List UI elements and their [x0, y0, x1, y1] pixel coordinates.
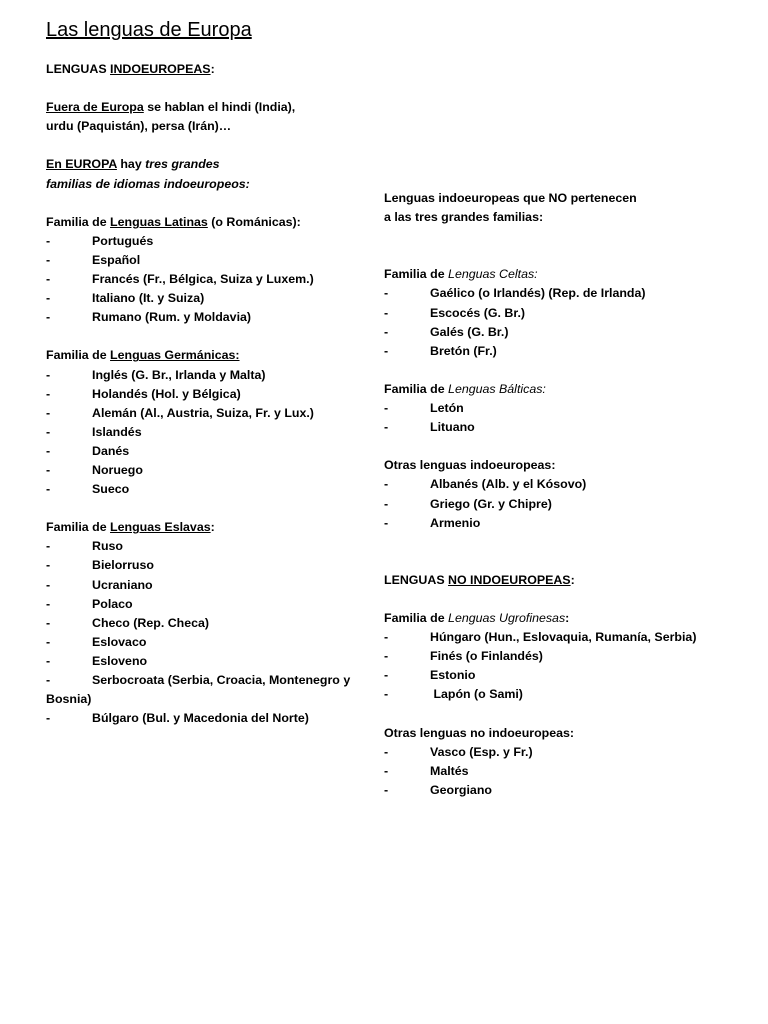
list-item: [384, 647, 754, 666]
list-item: [384, 304, 754, 323]
germanicas-heading: Familia de Lenguas Germánicas:: [46, 348, 240, 363]
list-item: [46, 251, 356, 270]
list-item-label: Italiano (It. y Suiza): [92, 291, 205, 306]
list-item: [384, 475, 754, 494]
celtas-list: [384, 284, 754, 360]
bullet-dash: -: [384, 324, 389, 339]
left-column: [46, 60, 356, 728]
list-item: [46, 576, 356, 595]
bullet-dash: -: [384, 763, 389, 778]
bullet-dash: -: [46, 233, 51, 248]
list-item: [384, 628, 754, 647]
otras-indoeuropeas-heading: Otras lenguas indoeuropeas:: [384, 458, 556, 473]
list-item-label: Bretón (Fr.): [430, 343, 497, 358]
list-item: [46, 442, 356, 461]
list-item-label: Noruego: [92, 462, 143, 477]
ugrofinesas-heading: Familia de Lenguas Ugrofinesas:: [384, 611, 570, 626]
list-item: [384, 342, 754, 361]
eslavas-list: [46, 537, 356, 671]
bullet-dash: -: [46, 653, 51, 668]
bullet-dash: -: [384, 305, 389, 320]
bullet-dash: -: [384, 420, 389, 435]
list-item: [46, 480, 356, 499]
list-item: [384, 399, 754, 418]
bullet-dash: -: [46, 424, 51, 439]
list-item-continuation: Bosnia): [46, 692, 92, 707]
list-item-label: Francés (Fr., Bélgica, Suiza y Luxem.): [92, 272, 314, 287]
bullet-dash: -: [46, 272, 51, 287]
bullet-dash: -: [46, 291, 51, 306]
bullet-dash: -: [46, 462, 51, 477]
list-item-label: Polaco: [92, 596, 133, 611]
bullet-dash: -: [384, 687, 389, 702]
list-item-label: Esloveno: [92, 653, 148, 668]
right-column: [384, 189, 754, 800]
non-family-intro: Lenguas indoeuropeas que NO pertenecen: [384, 191, 637, 205]
list-item-label: Bielorruso: [92, 558, 154, 573]
list-item: [46, 556, 356, 575]
otras-indoeuropeas-list: [384, 475, 754, 532]
list-item: [46, 366, 356, 385]
list-item-label: Griego (Gr. y Chipre): [430, 496, 552, 511]
list-item: [384, 418, 754, 437]
list-item-label: Español: [92, 252, 141, 267]
list-item: [384, 514, 754, 533]
list-item: [46, 633, 356, 652]
balticas-heading: Familia de Lenguas Bálticas:: [384, 381, 546, 396]
list-item: - Serbocroata (Serbia, Croacia, Montenegro y: [46, 673, 351, 687]
list-item-label: Galés (G. Br.): [430, 324, 509, 339]
page-title: Las lenguas de Europa: [46, 19, 252, 41]
bullet-dash: -: [384, 744, 389, 759]
bullet-dash: -: [384, 286, 389, 301]
list-item: [384, 781, 754, 800]
bullet-dash: -: [46, 539, 51, 554]
list-item-label: Lapón (o Sami): [430, 687, 523, 702]
bullet-dash: -: [384, 477, 389, 492]
list-item: [384, 495, 754, 514]
list-item: [46, 404, 356, 423]
list-item-label: Danés: [92, 443, 130, 458]
bullet-dash: -: [384, 782, 389, 797]
list-item-label: Letón: [430, 401, 464, 416]
bullet-dash: -: [384, 401, 389, 416]
bullet-dash: -: [46, 443, 51, 458]
bullet-dash: -: [46, 558, 51, 573]
list-item: [46, 270, 356, 289]
list-item-label: Ruso: [92, 539, 123, 554]
bullet-dash: -: [384, 496, 389, 511]
list-item: [46, 385, 356, 404]
no-indoeuropeas-heading: LENGUAS NO INDOEUROPEAS:: [384, 572, 575, 587]
bullet-dash: -: [384, 515, 389, 530]
bullet-dash: -: [46, 615, 51, 630]
list-item: [384, 666, 754, 685]
list-item: [46, 652, 356, 671]
list-item-label: Alemán (Al., Austria, Suiza, Fr. y Lux.): [92, 405, 314, 420]
bullet-dash: -: [384, 668, 389, 683]
list-item: [384, 685, 754, 704]
fuera-europa-line: Fuera de Europa se hablan el hindi (India),: [46, 100, 296, 115]
list-item-label: Rumano (Rum. y Moldavia): [92, 310, 252, 325]
bullet-dash: -: [46, 482, 51, 497]
list-item: [46, 537, 356, 556]
otras-no-indoeuropeas-heading: Otras lenguas no indoeuropeas:: [384, 725, 575, 740]
en-europa-line-2: familias de idiomas indoeuropeos:: [46, 176, 250, 191]
bullet-dash: -: [46, 252, 51, 267]
list-item-label: Holandés (Hol. y Bélgica): [92, 386, 241, 401]
bullet-dash: -: [384, 649, 389, 664]
bullet-dash: -: [46, 386, 51, 401]
list-item: [46, 461, 356, 480]
list-item: [384, 284, 754, 303]
list-item: [46, 595, 356, 614]
bullet-dash: -: [46, 634, 51, 649]
bullet-dash: -: [46, 596, 51, 611]
list-item-label: Georgiano: [430, 782, 492, 797]
list-item-label: Húngaro (Hun., Eslovaquia, Rumanía, Serbia): [430, 630, 697, 645]
bullet-dash: -: [46, 577, 51, 592]
list-item: [384, 762, 754, 781]
ugrofinesas-list: [384, 628, 754, 704]
eslavas-heading: Familia de Lenguas Eslavas:: [46, 520, 215, 535]
germanicas-list: [46, 366, 356, 500]
list-item-label: Armenio: [430, 515, 481, 530]
list-item: - Búlgaro (Bul. y Macedonia del Norte): [46, 711, 309, 726]
list-item-label: Maltés: [430, 763, 469, 778]
list-item: [46, 308, 356, 327]
bullet-dash: -: [384, 630, 389, 645]
list-item-label: Lituano: [430, 420, 475, 435]
balticas-list: [384, 399, 754, 437]
list-item-label: Portugués: [92, 233, 154, 248]
en-europa-line: En EUROPA hay tres grandes: [46, 157, 220, 172]
otras-no-indoeuropeas-list: [384, 743, 754, 800]
non-family-intro-2: a las tres grandes familias:: [384, 210, 544, 225]
bullet-dash: -: [46, 367, 51, 382]
list-item-label: Ucraniano: [92, 577, 153, 592]
list-item: [46, 289, 356, 308]
celtas-heading: Familia de Lenguas Celtas:: [384, 267, 538, 282]
bullet-dash: -: [384, 343, 389, 358]
list-item-label: Islandés: [92, 424, 142, 439]
list-item-label: Escocés (G. Br.): [430, 305, 526, 320]
list-item-label: Checo (Rep. Checa): [92, 615, 210, 630]
list-item-label: Inglés (G. Br., Irlanda y Malta): [92, 367, 266, 382]
list-item-label: Albanés (Alb. y el Kósovo): [430, 477, 587, 492]
list-item-label: Gaélico (o Irlandés) (Rep. de Irlanda): [430, 286, 646, 301]
latinas-list: [46, 232, 356, 327]
list-item-label: Vasco (Esp. y Fr.): [430, 744, 533, 759]
list-item: [46, 423, 356, 442]
list-item-label: Sueco: [92, 482, 130, 497]
list-item: [384, 743, 754, 762]
bullet-dash: -: [46, 405, 51, 420]
list-item-label: Eslovaco: [92, 634, 147, 649]
list-item: [384, 323, 754, 342]
list-item-label: Estonio: [430, 668, 476, 683]
list-item-label: Finés (o Finlandés): [430, 649, 543, 664]
bullet-dash: -: [46, 310, 51, 325]
indoeuropeas-heading: LENGUAS INDOEUROPEAS:: [46, 62, 215, 76]
list-item: [46, 232, 356, 251]
fuera-europa-line-2: urdu (Paquistán), persa (Irán)…: [46, 119, 232, 134]
latinas-heading: Familia de Lenguas Latinas (o Románicas):: [46, 214, 301, 229]
list-item: [46, 614, 356, 633]
